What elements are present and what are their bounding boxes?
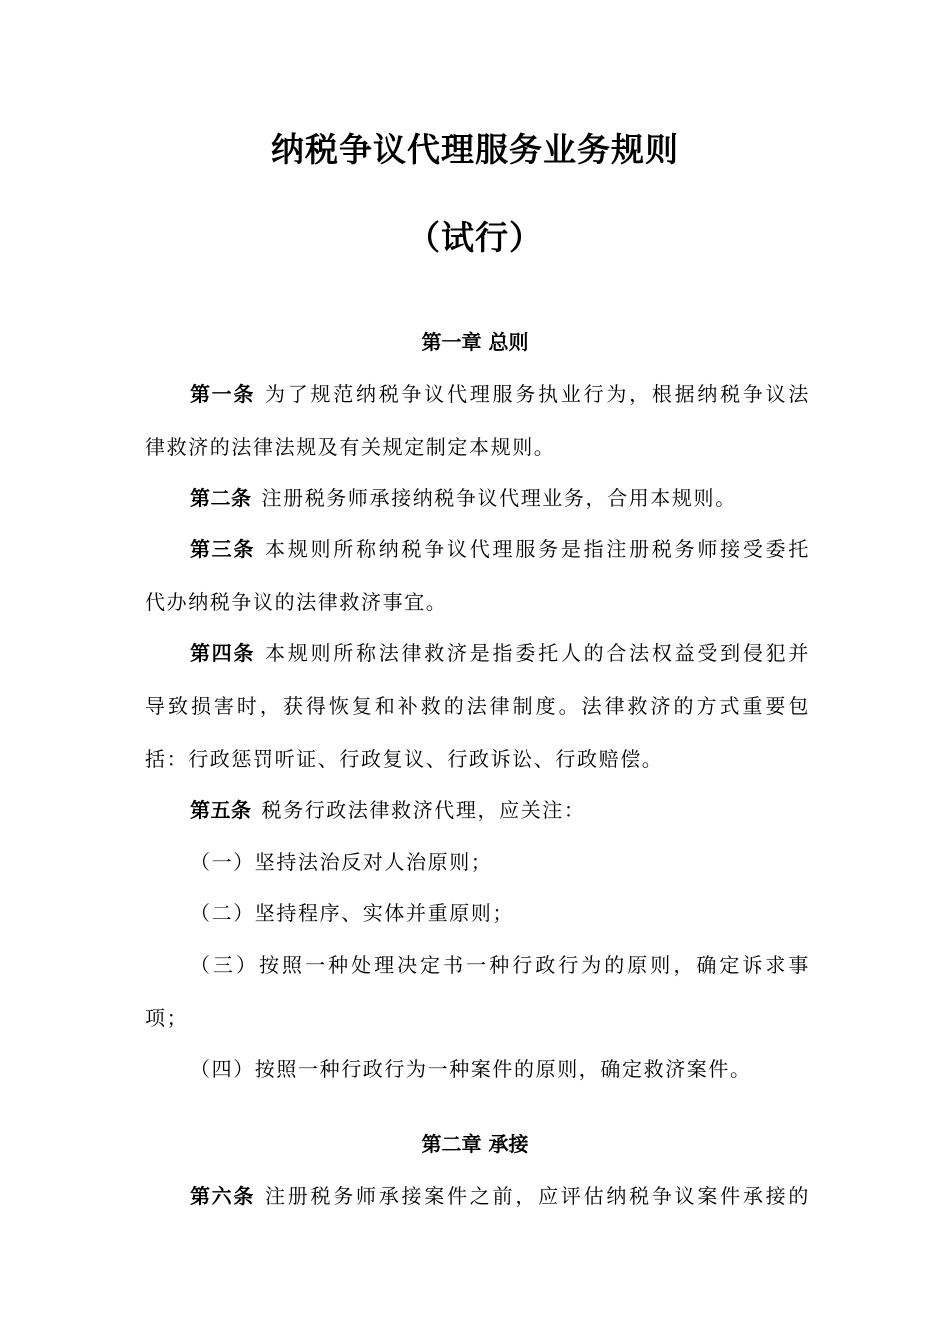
article-4-text: 本规则所称法律救济是指委托人的合法权益受到侵犯并 xyxy=(264,641,811,665)
article-4-line-2: 导致损害时，获得恢复和补救的法律制度。法律救济的方式重要包 xyxy=(145,694,810,718)
article-5-text: 税务行政法律救济代理，应关注： xyxy=(261,798,586,822)
article-4-label: 第四条 xyxy=(190,641,255,665)
article-4-line-1 xyxy=(190,639,810,667)
article-1-line-1 xyxy=(190,380,810,408)
article-5-line-1 xyxy=(190,796,810,824)
article-5-label: 第五条 xyxy=(190,798,252,822)
document-subtitle: （试行） xyxy=(407,218,543,257)
article-6-line-1 xyxy=(190,1182,810,1210)
article-2-text: 注册税务师承接纳税争议代理业务，合用本规则。 xyxy=(261,486,737,510)
article-1-line-2: 律救济的法律法规及有关规定制定本规则。 xyxy=(145,435,556,459)
article-1-label: 第一条 xyxy=(190,382,255,406)
document-title: 纳税争议代理服务业务规则 xyxy=(271,130,679,169)
list-item-1: （一）坚持法治反对人治原则； xyxy=(190,850,493,874)
article-3-line-1 xyxy=(190,535,810,563)
article-2-label: 第二条 xyxy=(190,486,252,510)
chapter-heading-2: 第二章 承接 xyxy=(421,1132,529,1156)
article-3-line-2: 代办纳税争议的法律救济事宜。 xyxy=(145,590,448,614)
article-2-line-1 xyxy=(190,484,810,512)
list-item-3-line-2: 项； xyxy=(145,1006,189,1030)
list-item-4: （四）按照一种行政行为一种案件的原则，确定救济案件。 xyxy=(190,1057,752,1081)
chapter-heading-1: 第一章 总则 xyxy=(421,330,529,354)
list-item-2: （二）坚持程序、实体并重原则； xyxy=(190,901,514,925)
article-3-label: 第三条 xyxy=(190,537,255,561)
article-6-text: 注册税务师承接案件之前，应评估纳税争议案件承接的 xyxy=(264,1184,811,1208)
article-3-text: 本规则所称纳税争议代理服务是指注册税务师接受委托 xyxy=(264,537,811,561)
list-item-3-line-1: （三）按照一种处理决定书一种行政行为的原则，确定诉求事 xyxy=(190,953,810,977)
article-1-text: 为了规范纳税争议代理服务执业行为，根据纳税争议法 xyxy=(264,382,811,406)
article-6-label: 第六条 xyxy=(190,1184,255,1208)
article-4-line-3: 括：行政惩罚听证、行政复议、行政诉讼、行政赔偿。 xyxy=(145,747,664,771)
